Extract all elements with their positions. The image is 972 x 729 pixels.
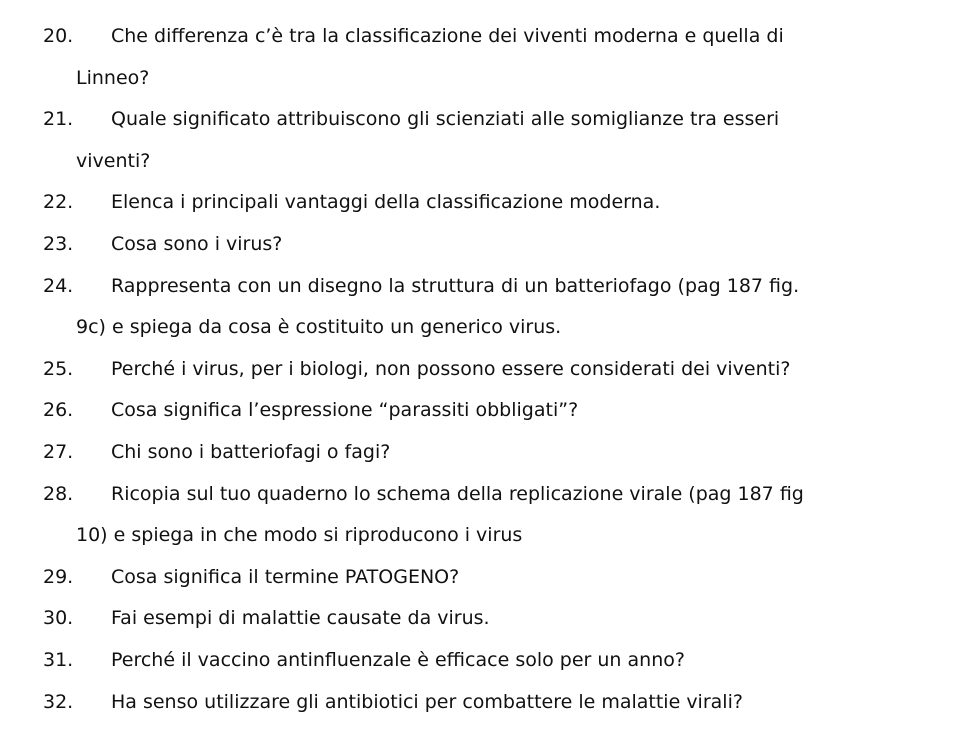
question-item-20	[43, 16, 958, 99]
question-text	[76, 474, 958, 557]
question-item-28	[43, 474, 958, 557]
question-item-31	[43, 640, 958, 682]
question-text-line1: Quale significato attribuiscono gli scienziati alle somiglianze tra esseri	[111, 108, 780, 131]
question-text: Chi sono i batteriofagi o fagi?	[111, 440, 391, 463]
question-item-29	[43, 557, 958, 599]
question-item-22	[43, 182, 958, 224]
question-text: Perché i virus, per i biologi, non possono essere considerati dei viventi?	[111, 357, 791, 380]
question-text: Cosa significa l’espressione “parassiti obbligati”?	[111, 399, 579, 422]
question-item-32	[43, 682, 958, 724]
question-text: Perché il vaccino antinfluenzale è efficace solo per un anno?	[111, 648, 685, 671]
question-text: Fai esempi di malattie causate da virus.	[111, 607, 490, 630]
question-number: 23.	[43, 232, 74, 255]
question-text	[76, 16, 958, 99]
question-number: 31.	[43, 648, 74, 671]
question-list	[43, 16, 958, 723]
question-item-25	[43, 349, 958, 391]
question-number: 26.	[43, 399, 74, 422]
question-item-26	[43, 390, 958, 432]
question-item-27	[43, 432, 958, 474]
question-text-line1: Che differenza c’è tra la classificazione dei viventi moderna e quella di	[111, 25, 784, 47]
question-text: Cosa significa il termine PATOGENO?	[111, 565, 460, 588]
question-text: Cosa sono i virus?	[111, 232, 283, 255]
question-number: 25.	[43, 357, 74, 380]
question-number: 24.	[43, 274, 74, 297]
question-number: 21.	[43, 108, 74, 131]
question-number: 28.	[43, 482, 74, 505]
question-number: 32.	[43, 690, 74, 713]
question-item-23	[43, 224, 958, 266]
question-item-24	[43, 266, 958, 349]
question-item-21	[43, 99, 958, 182]
question-text	[76, 99, 958, 182]
question-number: 22.	[43, 191, 74, 214]
question-number: 20.	[43, 25, 74, 47]
question-text-line1: Ricopia sul tuo quaderno lo schema della replicazione virale (pag 187 fig	[111, 482, 804, 505]
question-number: 29.	[43, 565, 74, 588]
question-text-line2: Linneo?	[76, 66, 150, 89]
question-number: 30.	[43, 607, 74, 630]
question-text: Ha senso utilizzare gli antibiotici per combattere le malattie virali?	[111, 690, 743, 713]
question-item-30	[43, 598, 958, 640]
question-text	[76, 266, 958, 349]
question-text-line1: Rappresenta con un disegno la struttura di un batteriofago (pag 187 fig.	[111, 274, 800, 297]
question-text-line2: 9c) e spiega da cosa è costituito un generico virus.	[76, 316, 562, 339]
question-text-line2: 10) e spiega in che modo si riproducono i virus	[76, 524, 523, 547]
question-text: Elenca i principali vantaggi della classificazione moderna.	[111, 191, 661, 214]
question-number: 27.	[43, 440, 74, 463]
question-text-line2: viventi?	[76, 149, 151, 172]
